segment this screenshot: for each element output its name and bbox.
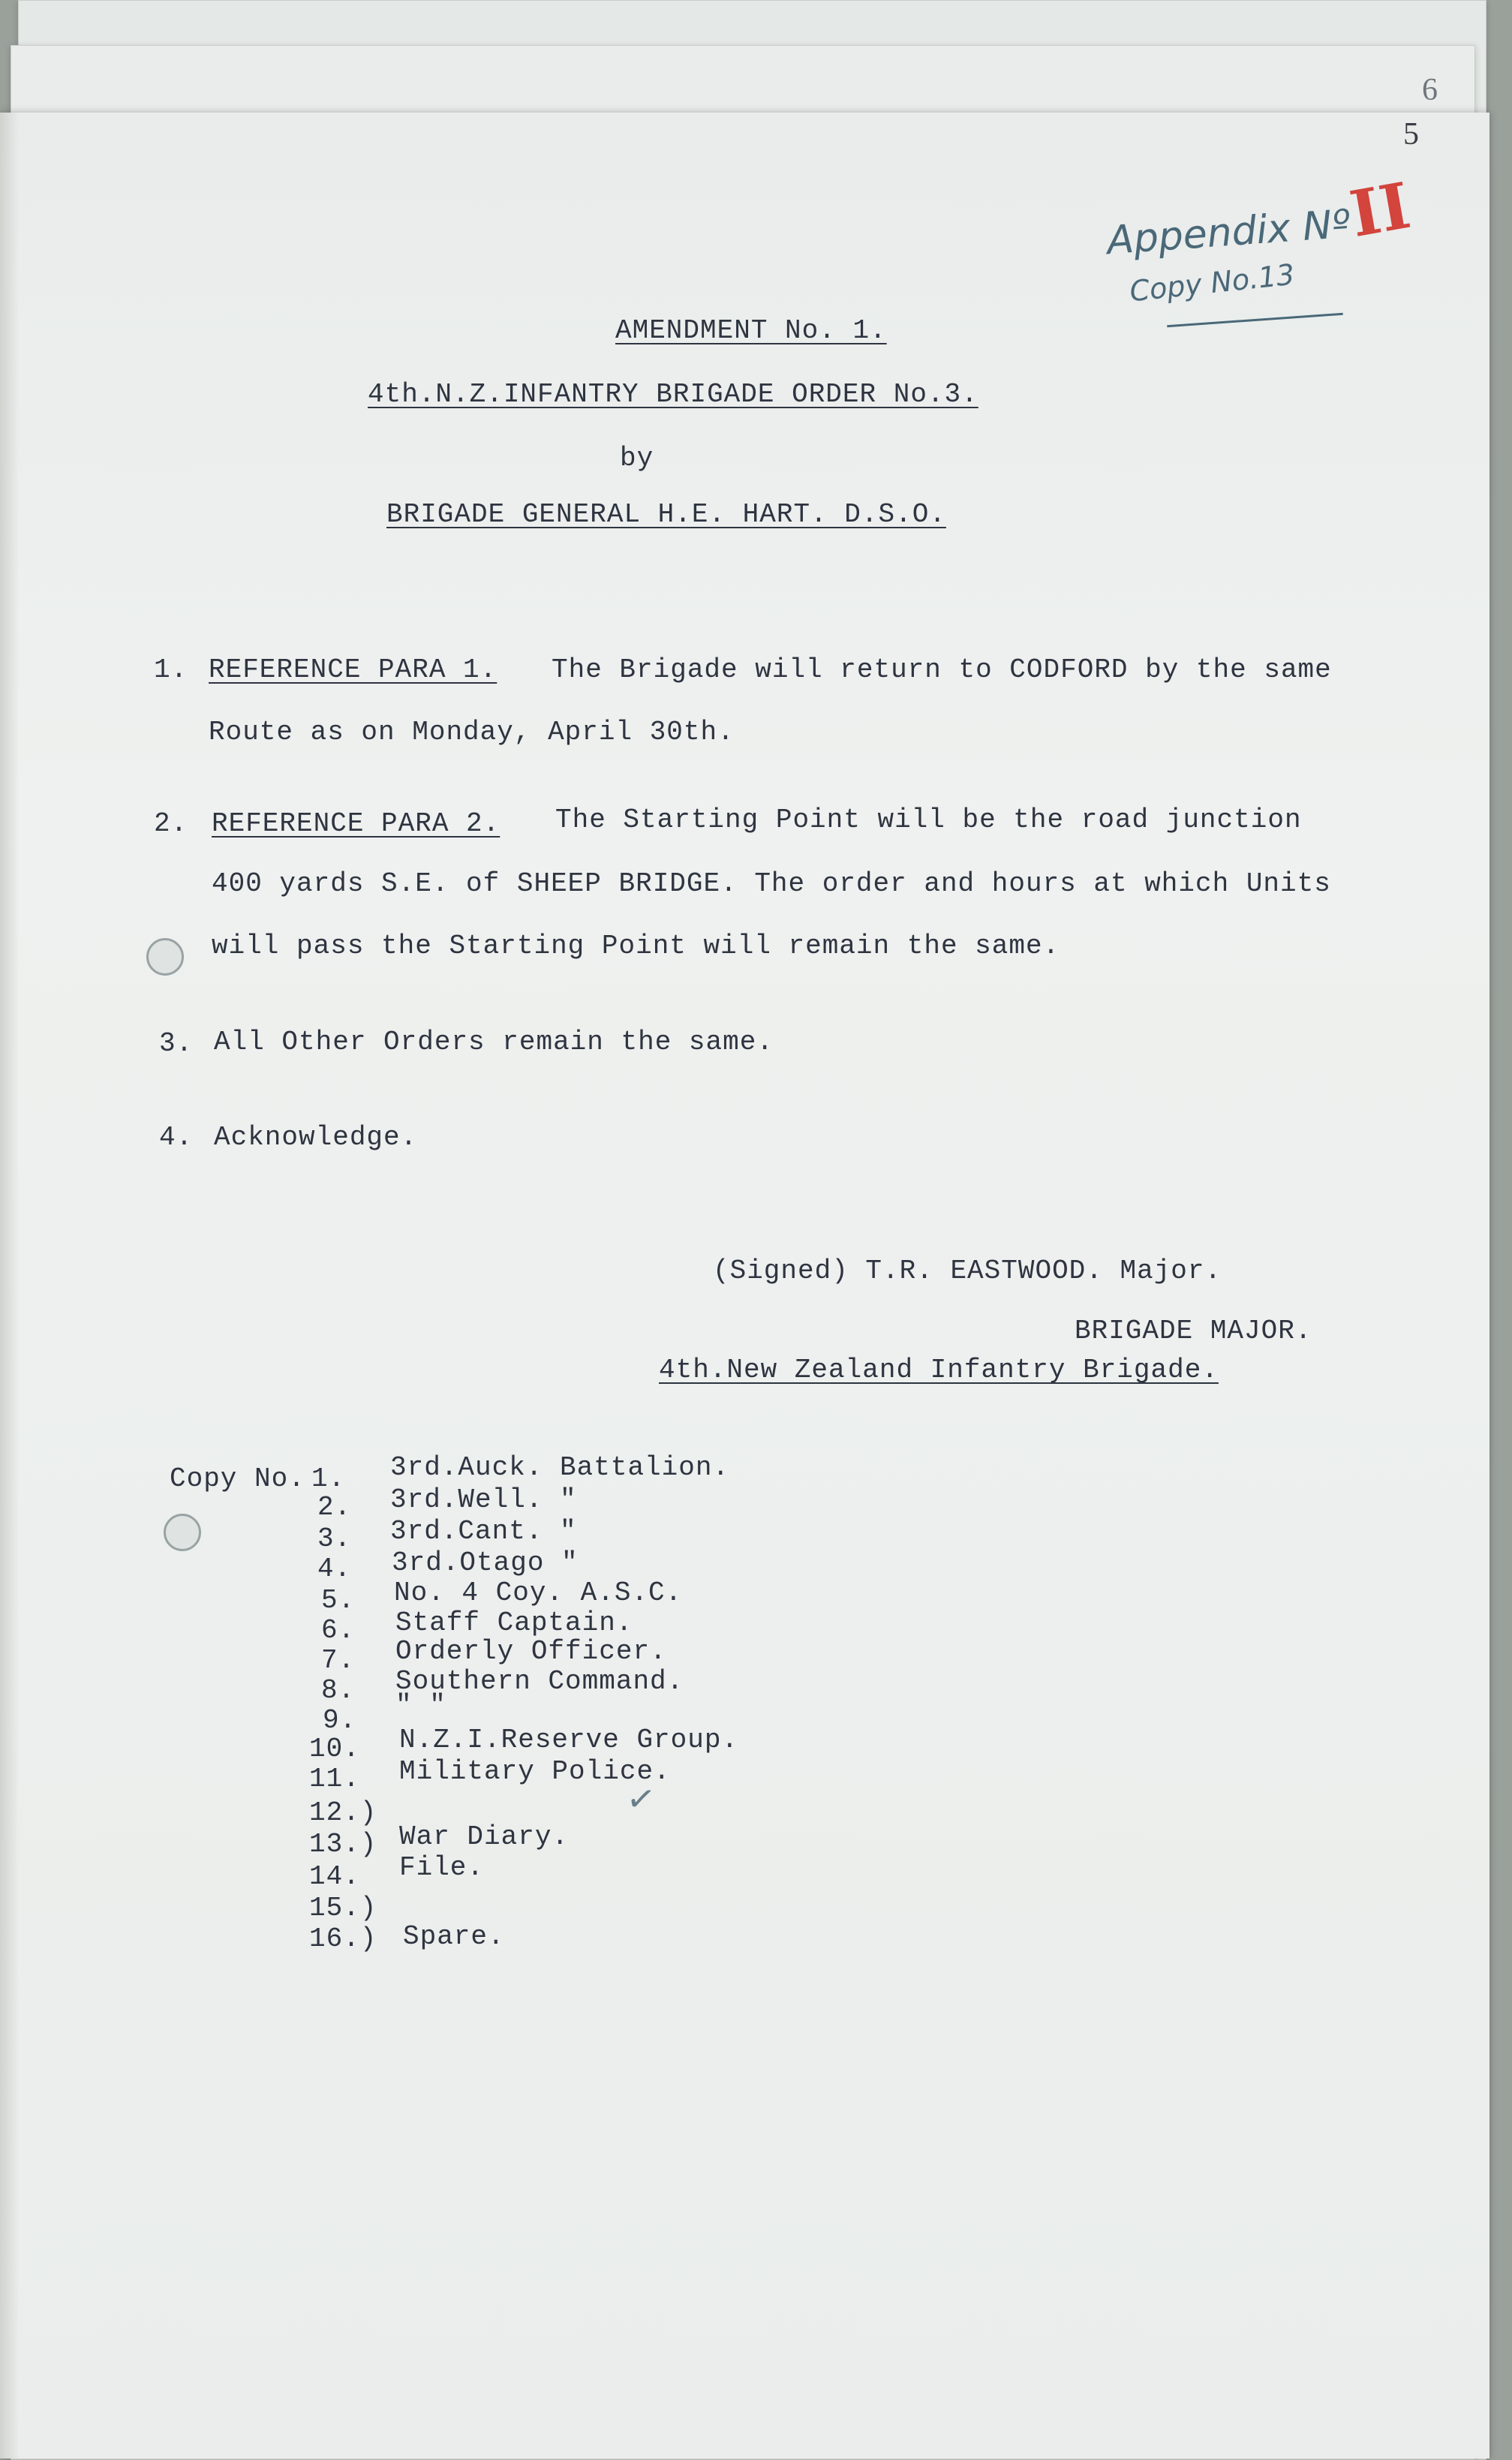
copy-recipient: File. <box>399 1852 485 1883</box>
copy-number: 11. <box>309 1764 360 1794</box>
copy-number: 5. <box>321 1585 356 1616</box>
copy-number: 16.) <box>309 1923 377 1954</box>
punch-hole <box>146 938 184 976</box>
para-4-text: Acknowledge. <box>214 1122 418 1153</box>
para-2-line-2: 400 yards S.E. of SHEEP BRIDGE. The order and hours at which Units <box>212 868 1331 899</box>
copy-recipient: War Diary. <box>399 1821 570 1852</box>
copy-number: 8. <box>321 1675 356 1706</box>
folio-number-top: 6 <box>1422 73 1438 107</box>
signature-unit: 4th.New Zealand Infantry Brigade. <box>659 1355 1219 1385</box>
para-4-number: 4. <box>159 1122 194 1153</box>
folio-number: 5 <box>1403 117 1419 152</box>
copy-number: 1. <box>311 1463 346 1494</box>
document-page <box>0 113 1489 2458</box>
check-mark-icon: ✓ <box>624 1776 659 1821</box>
copy-number: 10. <box>309 1734 360 1764</box>
copy-recipient: Southern Command. <box>395 1666 684 1697</box>
para-1-line-1: The Brigade will return to CODFORD by the same <box>552 654 1332 685</box>
copy-number: 6. <box>321 1615 356 1646</box>
annotation-underline <box>1167 313 1343 327</box>
brigade-order-title: 4th.N.Z.INFANTRY BRIGADE ORDER No.3. <box>368 379 978 410</box>
para-1-reference: REFERENCE PARA 1. <box>209 654 497 685</box>
copy-number: 13.) <box>309 1829 377 1860</box>
copy-number: 12.) <box>309 1797 377 1828</box>
copy-recipient: No. 4 Coy. A.S.C. <box>394 1577 683 1608</box>
copy-annotation: Copy No.13 <box>1128 257 1297 308</box>
signature-signed: (Signed) T.R. EASTWOOD. Major. <box>713 1256 1222 1286</box>
copy-recipient: Orderly Officer. <box>395 1636 667 1667</box>
copy-recipient: 3rd.Auck. Battalion. <box>390 1452 730 1483</box>
distribution-label: Copy No. <box>170 1463 305 1494</box>
para-1-number: 1. <box>154 654 188 685</box>
copy-number: 2. <box>317 1492 352 1523</box>
para-2-number: 2. <box>154 808 188 839</box>
copy-recipient: N.Z.I.Reserve Group. <box>399 1725 739 1755</box>
copy-number: 7. <box>321 1645 356 1676</box>
para-3-text: All Other Orders remain the same. <box>214 1027 774 1057</box>
copy-number: 14. <box>309 1861 360 1892</box>
copy-number: 3. <box>317 1523 352 1554</box>
para-1-line-2: Route as on Monday, April 30th. <box>209 717 735 747</box>
copy-number: 4. <box>317 1553 352 1584</box>
appendix-number-mark: II <box>1345 167 1416 252</box>
copy-recipient: Spare. <box>403 1921 505 1952</box>
copy-recipient: 3rd.Cant. " <box>390 1516 577 1547</box>
copy-recipient: " " <box>395 1690 446 1721</box>
para-2-reference: REFERENCE PARA 2. <box>212 808 500 839</box>
para-2-line-1: The Starting Point will be the road junction <box>555 804 1302 835</box>
appendix-annotation: Appendix Nº <box>1105 201 1352 264</box>
copy-recipient: 3rd.Well. " <box>390 1484 577 1515</box>
by-line: by <box>620 443 654 474</box>
para-2-line-3: will pass the Starting Point will remain the same. <box>212 931 1060 961</box>
punch-hole <box>164 1514 201 1551</box>
copy-recipient: 3rd.Otago " <box>392 1547 579 1578</box>
copy-recipient: Military Police. <box>399 1756 671 1787</box>
copy-number: 9. <box>323 1705 357 1736</box>
copy-number: 15.) <box>309 1893 377 1923</box>
signature-role: BRIGADE MAJOR. <box>1075 1316 1312 1346</box>
copy-recipient: Staff Captain. <box>395 1607 633 1638</box>
amendment-title: AMENDMENT No. 1. <box>615 315 887 346</box>
para-3-number: 3. <box>159 1028 194 1059</box>
issuing-general: BRIGADE GENERAL H.E. HART. D.S.O. <box>386 499 946 530</box>
